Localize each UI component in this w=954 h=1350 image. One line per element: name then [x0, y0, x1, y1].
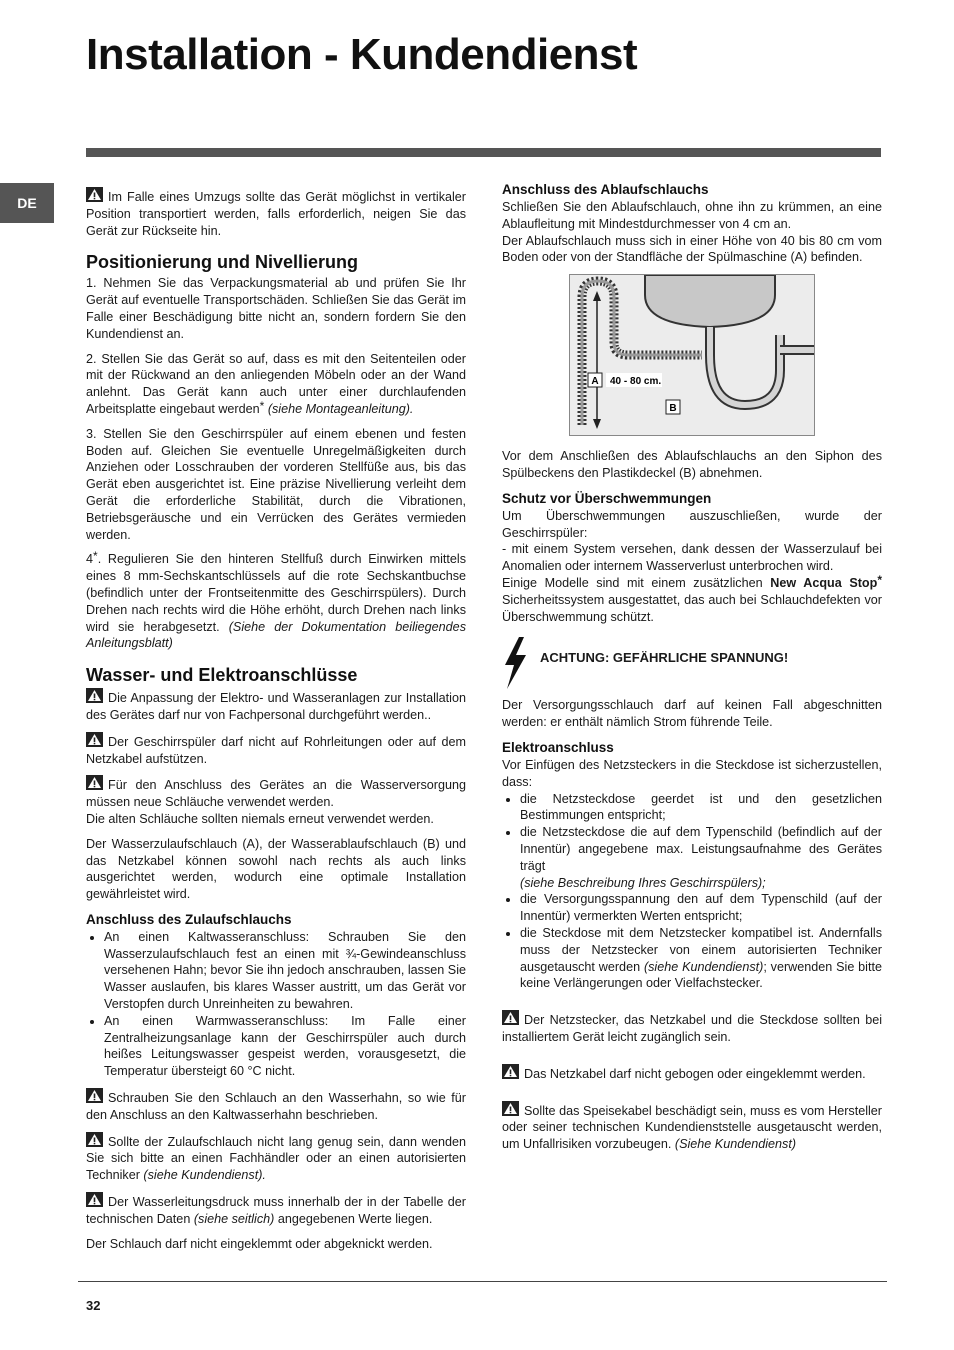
electrical-warning-1: [502, 1010, 882, 1046]
label-range: 40 - 80 cm.: [610, 376, 662, 388]
flood-paragraph-3: [502, 572, 882, 625]
inlet-warning-3-end: angegebenen Werte liegen.: [277, 1211, 433, 1226]
list-item-text: die Steckdose mit dem Netzstecker kompatibel ist. Andernfalls muss der Netzstecker von einem autorisierten Techniker ausgetauscht werden: [520, 925, 882, 974]
inlet-warning-3: [86, 1192, 466, 1228]
inlet-hose-list: [86, 929, 466, 1080]
flood-paragraph-3b: Sicherheitssystem ausgestattet, das auch bei Schlauchdefekten vor Überschwemmung schützt.: [502, 592, 882, 624]
positioning-step-1: 1. Nehmen Sie das Verpackungsmaterial ab und prüfen Sie Ihr Gerät auf eventuelle Transportschäden. Schließen Sie das Gerät im Falle einer Beschädigung bitte nicht an, sondern fordern Sie den Kundendienst an.: [86, 276, 466, 341]
label-a: A: [591, 376, 599, 388]
list-item: • An einen Warmwasseranschluss: Im Falle einer Zentralheizungsanlage kann der Geschirrspüler auch durch heißes Leitungswasser gespeist werden, vorausgesetzt, die Temperatur übersteigt 60 °C nicht.: [104, 1013, 466, 1080]
drain-paragraph-3: Vor dem Anschließen des Ablaufschlauchs an den Siphon des Spülbeckens den Plastikdeckel (B) abnehmen.: [502, 449, 882, 480]
page-title: Installation - Kundendienst: [86, 30, 638, 79]
electrical-warning-1-text: Der Netzstecker, das Netzkabel und die Steckdose sollten bei installiertem Gerät leicht zugänglich sein.: [502, 1013, 882, 1044]
heading-inlet-hose: Anschluss des Zulaufschlauchs: [86, 911, 292, 927]
positioning-step-4: [86, 551, 466, 652]
flood-paragraph-3a: Einige Modelle sind mit einem zusätzlichen: [502, 575, 763, 590]
inlet-warning-2: [86, 1132, 466, 1184]
warning-triangle-icon: [502, 1064, 519, 1079]
inlet-warning-2-reference: (siehe Kundendienst).: [143, 1168, 266, 1183]
title-rule: [86, 148, 881, 157]
flood-paragraph-2: - mit einem System versehen, dank dessen der Wasserzulauf bei Anomalien oder internem Wasserverlust unterbrochen wird.: [502, 542, 882, 574]
drain-paragraph-1: Schließen Sie den Ablaufschlauch, ohne ihn zu krümmen, an eine Ablaufleitung mit Mindestdurchmesser von 4 cm an.: [502, 200, 882, 231]
connections-warning-2: [86, 732, 466, 768]
list-item: • An einen Kaltwasseranschluss: Schrauben Sie den Wasserzulaufschlauch fest an einen mit ¾-Gewindeanschluss versehenen Hahn; bevor Sie ihn jedoch anschrauben, lassen Sie Wasser auslaufen, bis klares Wasser austritt, um das Gerät vor Verstopfen durch Unreinheiten zu bewahren.: [104, 929, 466, 1013]
warning-triangle-icon: [86, 1192, 103, 1207]
connections-warning-3: [86, 775, 466, 811]
warning-triangle-icon: [86, 688, 103, 703]
heading-flood-protection: Schutz vor Überschwemmungen: [502, 490, 712, 506]
heading-positioning: Positionierung und Nivellierung: [86, 252, 359, 273]
electrical-warning-3: [502, 1101, 882, 1153]
electrical-warning-3-text: Sollte das Speisekabel beschädigt sein, muss es vom Hersteller oder seiner technischen Kundendienststelle ausgetauscht werden, um Unfallrisiken vorzubeugen.: [502, 1103, 882, 1152]
positioning-step-3: 3. Stellen Sie den Geschirrspüler auf einem ebenen und festen Boden auf. Gleichen Sie eventuelle Unregelmäßigkeiten durch Anziehen oder Losschrauben der vorderen Stellfüße aus, bis das Gerät eben ausgerichtet ist. Eine präzise Nivellierung verleiht dem Gerät die erforderliche Stabilität, durch die Vibrationen, Betriebsgeräusche und ein Verrücken des Gerätes vermieden werden.: [86, 426, 466, 542]
inlet-warning-1: [86, 1088, 466, 1124]
positioning-step-2-text: 2. Stellen Sie das Gerät so auf, dass es mit den Seitenteilen oder mit der Rückwand an den anliegenden Möbeln oder an der Wand anlehnt. Das Gerät kann auch unter einer durchlaufenden Arbeitsplatte eingebaut werden: [86, 351, 466, 416]
connections-warning-1-text: Die Anpassung der Elektro- und Wasseranlagen zur Installation des Gerätes darf nur von Fachpersonal durchgeführt werden..: [86, 691, 466, 722]
flood-paragraph-1: Um Überschwemmungen auszuschließen, wurde der Geschirrspüler:: [502, 508, 882, 540]
connections-warning-2-text: Der Geschirrspüler darf nicht auf Rohrleitungen oder auf dem Netzkabel aufstützen.: [86, 734, 466, 766]
right-column: [502, 182, 882, 1161]
inlet-warning-2-text: Sollte der Zulaufschlauch nicht lang genug sein, dann wenden Sie sich bitte an einen Fachhändler oder an einen autorisierten Techniker: [86, 1134, 466, 1183]
connections-warning-1: [86, 688, 466, 724]
step-4-number: 4: [86, 552, 94, 567]
footnote-star: *: [259, 398, 265, 413]
voltage-alert-title: ACHTUNG: GEFÄHRLICHE SPANNUNG!: [540, 650, 789, 666]
lightning-bolt-icon: [502, 637, 528, 689]
warning-triangle-icon: [86, 775, 103, 790]
page-number: 32: [86, 1298, 101, 1313]
positioning-step-4-reference: (Siehe der Dokumentation beiliegendes Anleitungsblatt): [86, 619, 466, 651]
electrical-warning-2: [502, 1064, 882, 1083]
electrical-intro: Vor Einfügen des Netzsteckers in die Steckdose ist sicherzustellen, dass:: [502, 757, 882, 789]
electrical-warning-3-reference: (Siehe Kundendienst): [674, 1137, 797, 1152]
list-item-end: ; verwenden Sie bitte keine Verlängerungen oder Vielfachstecker.: [520, 959, 882, 991]
footer-rule: [78, 1281, 887, 1282]
drain-hose-illustration: [570, 275, 814, 435]
language-tab: DE: [0, 183, 54, 223]
inlet-last-note: Der Schlauch darf nicht eingeklemmt oder abgeknickt werden.: [86, 1236, 433, 1251]
inlet-warning-3-reference: (siehe seitlich): [193, 1211, 275, 1226]
footnote-star: *: [877, 572, 882, 587]
positioning-step-2-reference: (siehe Montageanleitung).: [267, 401, 414, 416]
list-item-reference: (siehe Beschreibung Ihres Geschirrspülers);: [520, 875, 766, 890]
positioning-step-2: [86, 351, 466, 418]
list-item-reference: (siehe Kundendienst): [643, 959, 764, 974]
warning-triangle-icon: [86, 1132, 103, 1147]
warning-triangle-icon: [86, 187, 103, 202]
warning-triangle-icon: [86, 732, 103, 747]
drain-hose-diagram: [569, 274, 815, 436]
list-item-text: die Netzsteckdose die auf dem Typenschild (befindlich auf der Innentür) angegebene max. Leistungsaufnahme des Gerätes trägt: [520, 825, 882, 873]
list-item: • die Netzsteckdose geerdet ist und den gesetzlichen Bestimmungen entspricht;: [520, 791, 882, 825]
drain-paragraph-2: Der Ablaufschlauch muss sich in einer Höhe von 40 bis 80 cm vom Boden oder von der Standfläche der Spülmaschine (A) befinden.: [502, 233, 882, 265]
connections-warning-3b: Die alten Schläuche sollten niemals erneut verwendet werden.: [86, 811, 434, 826]
heading-connections: Wasser- und Elektroanschlüsse: [86, 665, 358, 686]
label-b: B: [669, 403, 677, 415]
connections-warning-3-text: Für den Anschluss des Gerätes an die Wasserversorgung müssen neue Schläuche verwendet werden.: [86, 778, 466, 810]
electrical-list: [502, 791, 882, 993]
heading-drain-hose: Anschluss des Ablaufschlauchs: [502, 182, 709, 197]
warning-triangle-icon: [86, 1088, 103, 1103]
inlet-warning-3-text: Der Wasserleitungsdruck muss innerhalb der in der Tabelle der technischen Daten: [86, 1195, 466, 1226]
intro-warning: [86, 187, 466, 239]
heading-electrical: Elektroanschluss: [502, 739, 614, 755]
voltage-paragraph: Der Versorgungsschlauch darf auf keinen Fall abgeschnitten werden: er enthält nämlich Strom führende Teile.: [502, 698, 882, 730]
footnote-star: *: [93, 549, 98, 564]
left-column: [86, 187, 466, 1260]
list-item: [520, 925, 882, 992]
list-item: • die Versorgungsspannung den auf dem Typenschild (auf der Innentür) vermerkten Werten entspricht;: [520, 891, 882, 925]
positioning-step-4-text: . Regulieren Sie den hinteren Stellfuß durch Einwirken mittels eines 8 mm-Sechskantschlüssels auf die rote Sechskantbuchse (befindlich unter der Frontseitenmitte des Geschirrspülers). Durch Drehen nach rechts wird die Höhe erhöht, durch Drehen nach links wird sie herabgesetzt.: [86, 552, 466, 634]
warning-triangle-icon: [502, 1101, 519, 1116]
connections-paragraph: Der Wasserzulaufschlauch (A), der Wasserablaufschlauch (B) und das Netzkabel können sowohl nach rechts als auch links ausgerichtet werden, wodurch eine optimale Installation gewährleistet wird.: [86, 836, 466, 902]
warning-triangle-icon: [502, 1010, 519, 1025]
list-item: [520, 824, 882, 891]
intro-warning-text: Im Falle eines Umzugs sollte das Gerät möglichst in vertikaler Position transportiert werden, falls erforderlich, neigen Sie das Gerät zur Rückseite hin.: [86, 190, 466, 238]
brand-new-acqua-stop: New Acqua Stop: [770, 575, 878, 590]
electrical-warning-2-text: Das Netzkabel darf nicht gebogen oder eingeklemmt werden.: [524, 1066, 866, 1081]
inlet-warning-1-text: Schrauben Sie den Schlauch an den Wasserhahn, so wie für den Anschluss an den Kaltwasserhahn beschrieben.: [86, 1091, 466, 1122]
voltage-alert: [502, 637, 882, 689]
